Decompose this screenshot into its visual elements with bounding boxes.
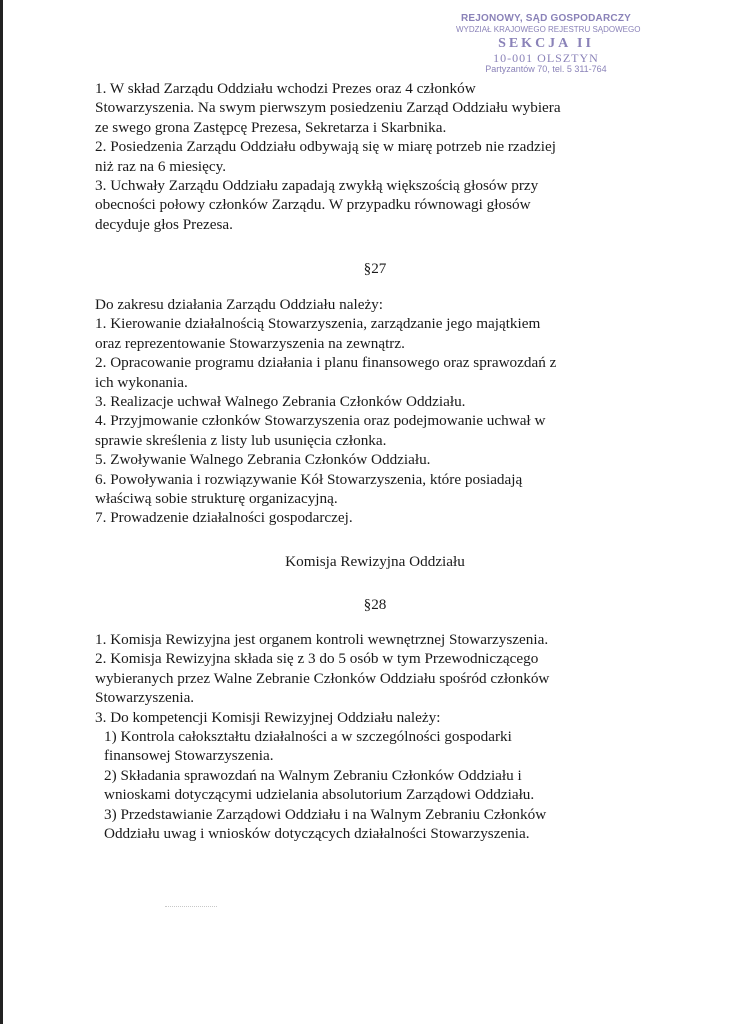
paragraph-heading-28: §28 (363, 596, 387, 613)
text-line: 1. Komisja Rewizyjna jest organem kontroli wewnętrznej Stowarzyszenia. (95, 631, 549, 648)
section-zarzad-sklad (95, 79, 655, 234)
text-line-sub: 2) Składania sprawozdań na Walnym Zebraniu Członków Oddziału i (104, 766, 522, 784)
text-line: 2. Opracowanie programu działania i planu finansowego oraz sprawozdań z (95, 354, 557, 372)
text-line-sub: finansowej Stowarzyszenia. (104, 747, 274, 765)
text-line: 2. Posiedzenia Zarządu Oddziału odbywają się w miarę potrzeb nie rzadziej (95, 138, 556, 156)
section-title-komisja: Komisja Rewizyjna Oddziału (285, 553, 465, 570)
text-line: 2. Komisja Rewizyjna składa się z 3 do 5 osób w tym Przewodniczącego (95, 650, 539, 668)
text-line-sub: wnioskami dotyczącymi udzielania absolutorium Zarządowi Oddziału. (104, 786, 535, 804)
stamp-line-section: SEKCJA II (498, 36, 594, 51)
section-par-28 (95, 630, 655, 843)
section-par-27 (95, 295, 655, 528)
text-line: obecności połowy członków Zarządu. W przypadku równowagi głosów (95, 196, 531, 214)
text-line: 1. Kierowanie działalnością Stowarzyszenia, zarządzanie jego majątkiem (95, 315, 541, 333)
text-line: wybieranych przez Walne Zebranie Członków Oddziału spośród członków (95, 669, 550, 687)
stamp-line-court: REJONOWY, SĄD GOSPODARCZY (460, 13, 632, 24)
text-line: 3. Uchwały Zarządu Oddziału zapadają zwykłą większością głosów przy (95, 177, 539, 195)
stamp-line-department: WYDZIAŁ KRAJOWEGO REJESTRU SĄDOWEGO (456, 25, 641, 34)
text-line-sub: 3) Przedstawianie Zarządowi Oddziału i na Walnym Zebraniu Członków (104, 805, 547, 823)
stamp-line-address: Partyzantów 70, tel. 5 311-764 (485, 64, 607, 74)
text-line: ich wykonania. (95, 373, 188, 391)
text-line: 5. Zwoływanie Walnego Zebrania Członków Oddziału. (95, 451, 431, 469)
text-line: 4. Przyjmowanie członków Stowarzyszenia oraz podejmowanie uchwał w (95, 412, 546, 430)
text-line: 7. Prowadzenie działalności gospodarczej. (95, 509, 353, 527)
scan-edge (0, 0, 3, 1024)
stamp-line-city: 10-001 OLSZTYN (493, 51, 599, 65)
court-stamp (456, 13, 641, 74)
text-line: 1. W skład Zarządu Oddziału wchodzi Prezes oraz 4 członków (95, 80, 476, 97)
text-line: 3. Do kompetencji Komisji Rewizyjnej Oddziału należy: (95, 708, 441, 726)
text-line: Do zakresu działania Zarządu Oddziału należy: (95, 296, 383, 313)
text-line-sub: Oddziału uwag i wniosków dotyczących działalności Stowarzyszenia. (104, 825, 530, 843)
text-line: niż raz na 6 miesięcy. (95, 157, 226, 175)
text-line-sub: 1) Kontrola całokształtu działalności a w szczególności gospodarki (104, 728, 512, 746)
text-line: właściwą sobie strukturę organizacyjną. (95, 490, 338, 508)
text-line: Stowarzyszenia. Na swym pierwszym posiedzeniu Zarząd Oddziału wybiera (95, 99, 561, 117)
text-line: oraz reprezentowanie Stowarzyszenia na zewnątrz. (95, 334, 405, 352)
paragraph-heading-27: §27 (363, 260, 387, 277)
text-line: Stowarzyszenia. (95, 689, 195, 707)
text-line: 6. Powoływania i rozwiązywanie Kół Stowarzyszenia, które posiadają (95, 470, 523, 488)
text-line: 3. Realizacje uchwał Walnego Zebrania Członków Oddziału. (95, 393, 466, 411)
text-line: ze swego grona Zastępcę Prezesa, Sekretarza i Skarbnika. (95, 118, 447, 136)
text-line: decyduje głos Prezesa. (95, 215, 233, 233)
faint-scan-mark (165, 906, 217, 907)
text-line: sprawie skreślenia z listy lub usunięcia członka. (95, 431, 387, 449)
